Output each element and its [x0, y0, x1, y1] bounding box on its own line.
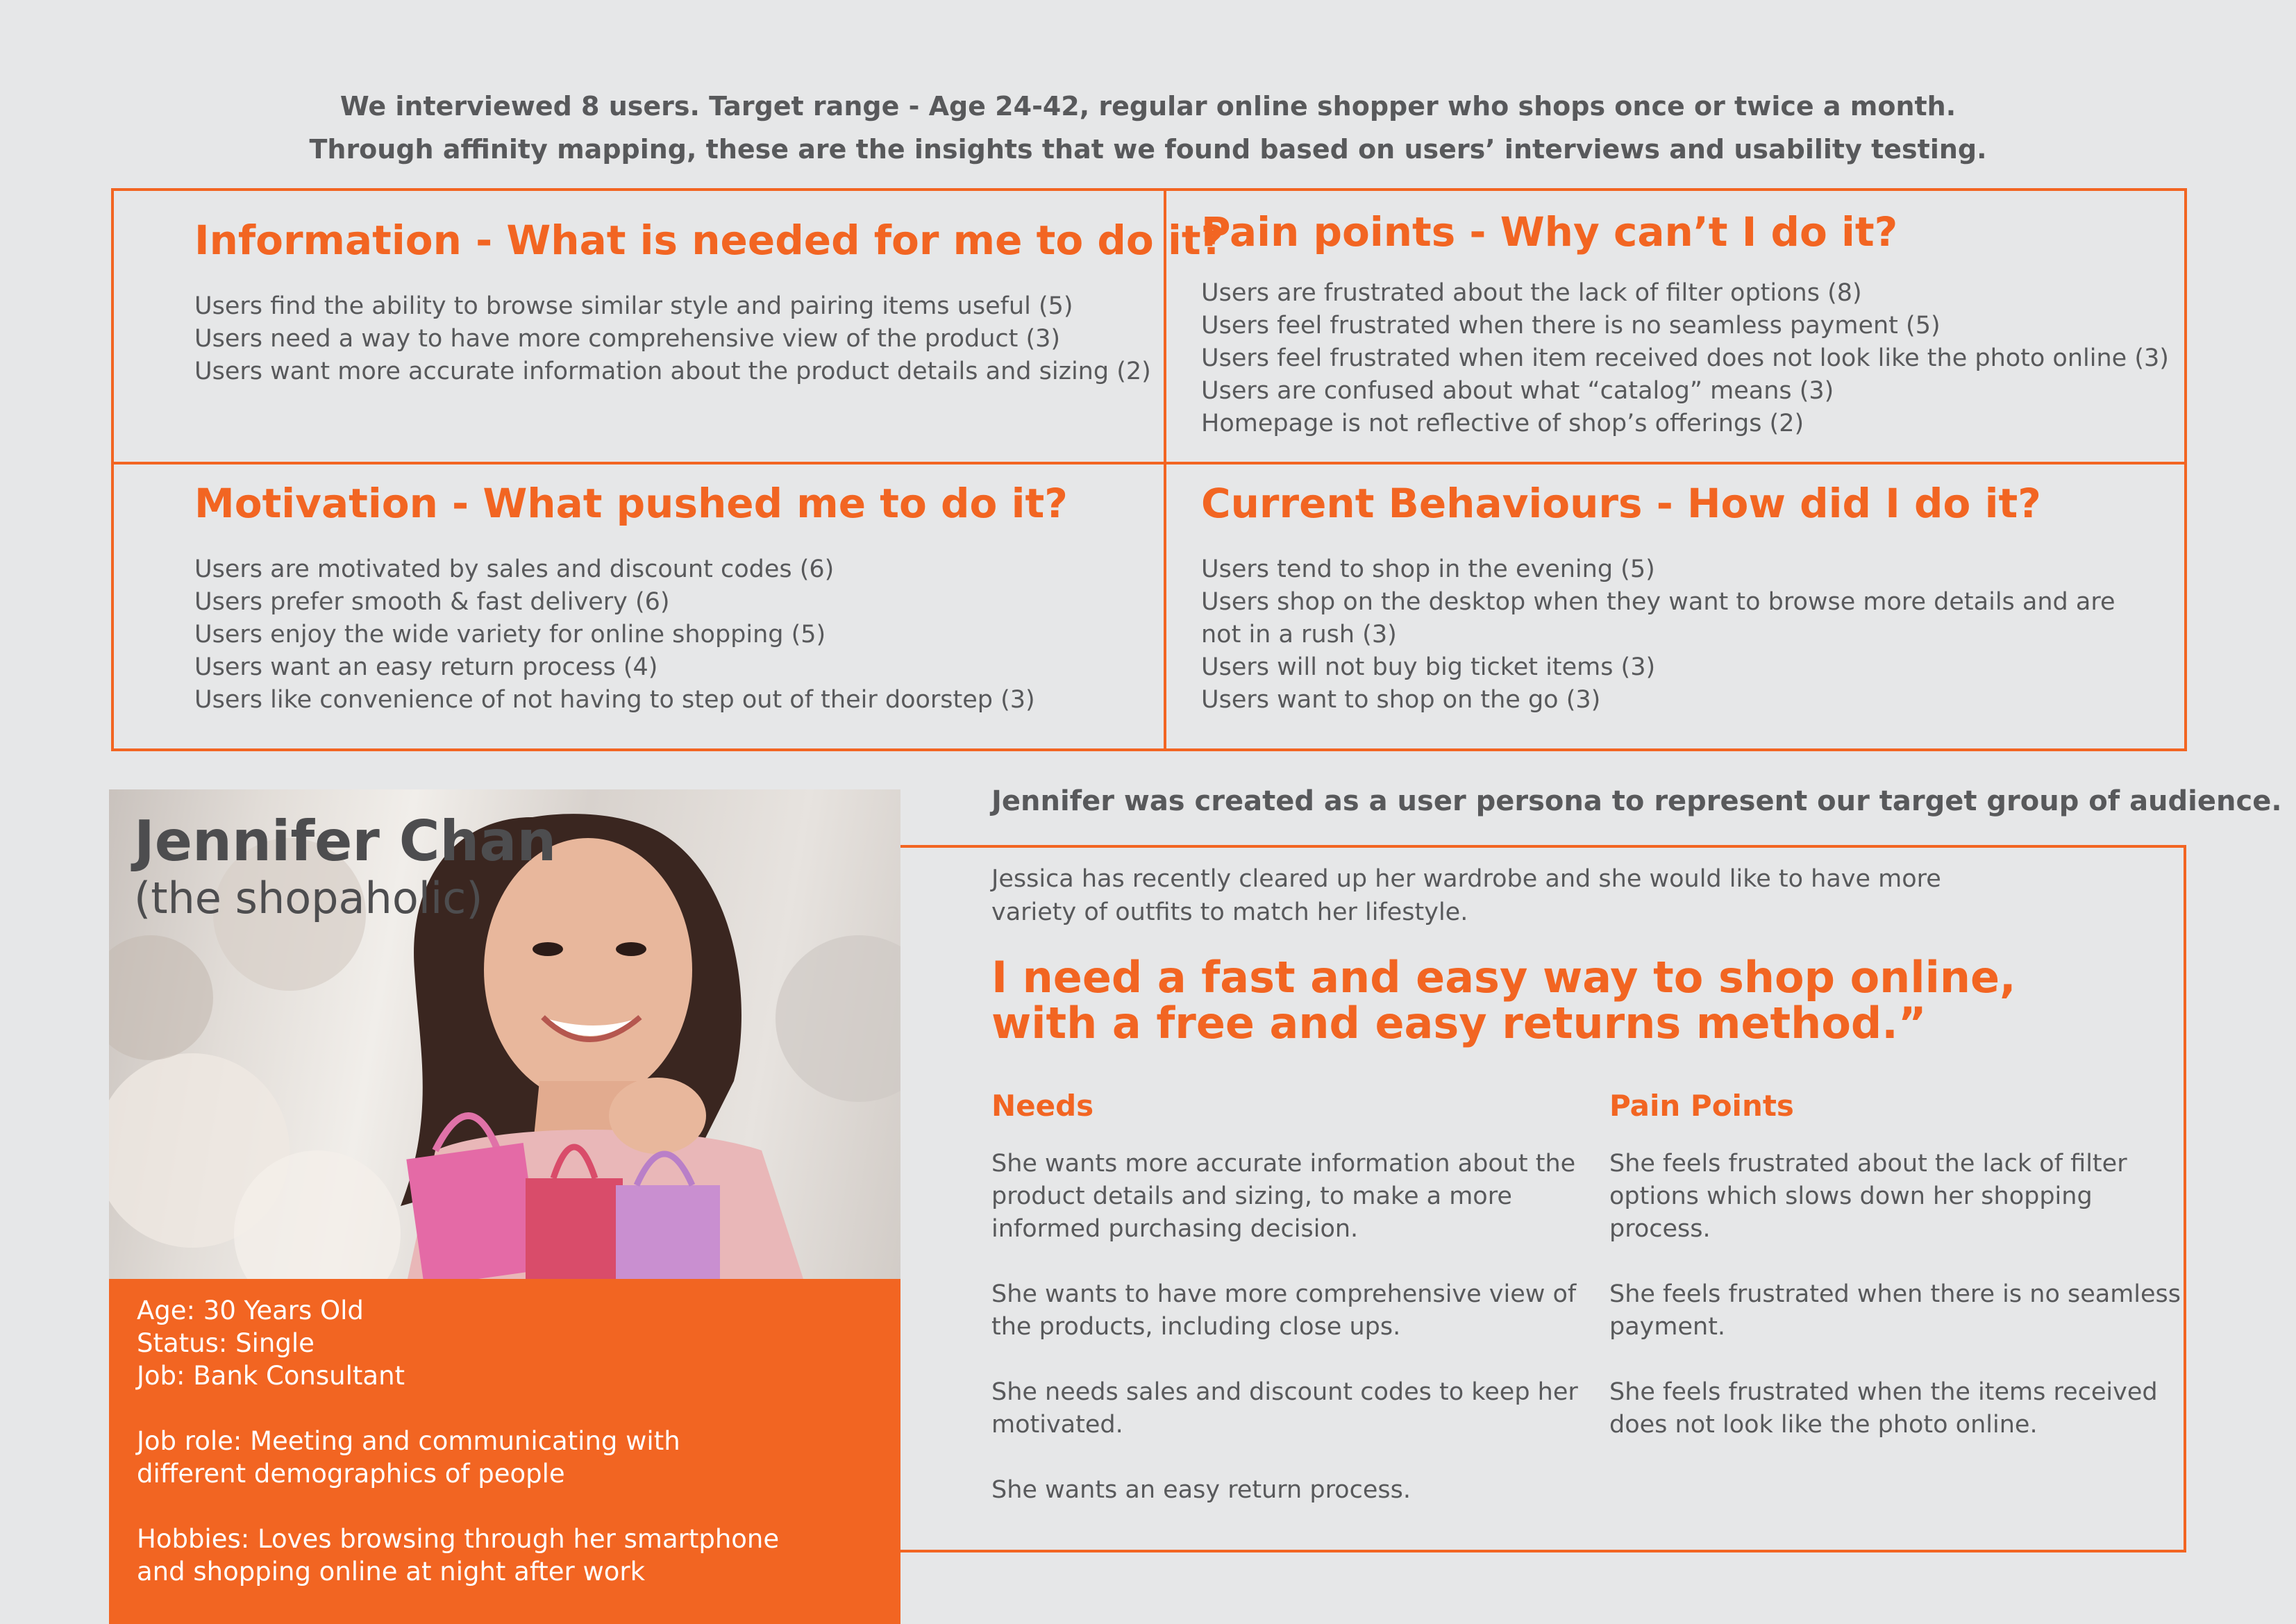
insight-list	[194, 290, 1224, 388]
persona-details-box	[109, 1279, 900, 1624]
intro-line-1: We interviewed 8 users. Target range - Age 24-42, regular online shopper who shops once or twice a month.	[340, 91, 1956, 122]
persona-needs	[991, 1089, 1582, 1539]
persona-story: Jessica has recently cleared up her wardrobe and she would like to have more variety of outfits to match her lifestyle.	[991, 865, 1941, 926]
insight-item: Users like convenience of not having to step out of their doorstep (3)	[194, 686, 1035, 714]
quadrant-pain-points	[1201, 208, 2169, 440]
need-item: She wants more accurate information about the product details and sizing, to make a more informed purchasing decision.	[991, 1150, 1576, 1243]
insight-item: Users shop on the desktop when they want to browse more details and are not in a rush (3)	[1201, 588, 2115, 648]
quadrant-motivation	[194, 479, 1068, 717]
insight-item: Users are motivated by sales and discount codes (6)	[194, 555, 835, 583]
persona-intro: Jennifer was created as a user persona to represent our target group of audience.	[991, 785, 2282, 817]
quadrant-current-behaviours	[1201, 479, 2118, 717]
quadrant-information	[194, 216, 1224, 388]
need-item: She wants an easy return process.	[991, 1476, 1411, 1504]
insight-item: Users feel frustrated when there is no seamless payment (5)	[1201, 312, 1941, 340]
insight-item: Users will not buy big ticket items (3)	[1201, 653, 1656, 681]
insight-item: Users enjoy the wide variety for online shopping (5)	[194, 621, 826, 648]
insight-item: Users feel frustrated when item received does not look like the photo online (3)	[1201, 344, 2169, 372]
insight-item: Users prefer smooth & fast delivery (6)	[194, 588, 670, 616]
insight-list	[1201, 277, 2169, 440]
grid-divider-horizontal	[114, 462, 2184, 464]
quadrant-title: Pain points - Why can’t I do it?	[1201, 208, 1898, 256]
quadrant-title: Motivation - What pushed me to do it?	[194, 480, 1068, 527]
quote-line-2: with a free and easy returns method.”	[991, 998, 1927, 1048]
persona-hobbies: Hobbies: Loves browsing through her smartphone and shopping online at night after work	[137, 1524, 780, 1587]
pain-points-title: Pain Points	[1609, 1089, 1794, 1123]
insight-item: Homepage is not reflective of shop’s offerings (2)	[1201, 410, 1804, 437]
intro-text	[0, 85, 2296, 171]
persona-job: Job: Bank Consultant	[137, 1361, 405, 1391]
insight-item: Users are confused about what “catalog” means (3)	[1201, 377, 1834, 405]
insight-item: Users find the ability to browse similar style and pairing items useful (5)	[194, 292, 1073, 320]
need-item: She needs sales and discount codes to keep her motivated.	[991, 1378, 1578, 1439]
insight-item: Users tend to shop in the evening (5)	[1201, 555, 1655, 583]
insight-item: Users want an easy return process (4)	[194, 653, 658, 681]
persona-tagline: (the shopaholic)	[134, 873, 483, 923]
pain-point-item: She feels frustrated about the lack of filter options which slows down her shopping process.	[1609, 1150, 2127, 1243]
need-item: She wants to have more comprehensive view of the products, including close ups.	[991, 1280, 1577, 1341]
insight-list	[1201, 553, 2118, 717]
quadrant-title: Current Behaviours - How did I do it?	[1201, 480, 2041, 527]
persona-photo	[109, 789, 900, 1279]
affinity-map-grid	[111, 188, 2187, 751]
needs-title: Needs	[991, 1089, 1094, 1123]
insight-item: Users are frustrated about the lack of filter options (8)	[1201, 279, 1862, 307]
quote-line-1: I need a fast and easy way to shop online,	[991, 952, 2016, 1003]
insight-list	[194, 553, 1068, 717]
persona-quote	[991, 952, 2172, 1048]
persona-job-role: Job role: Meeting and communicating with different demographics of people	[137, 1426, 680, 1489]
persona-name: Jennifer Chan	[134, 809, 557, 873]
pain-point-item: She feels frustrated when the items received does not look like the photo online.	[1609, 1378, 2158, 1439]
insight-item: Users want to shop on the go (3)	[1201, 686, 1601, 714]
persona-status: Status: Single	[137, 1328, 315, 1358]
persona-pain-points	[1609, 1089, 2199, 1474]
persona-age: Age: 30 Years Old	[137, 1296, 364, 1325]
insight-item: Users need a way to have more comprehensive view of the product (3)	[194, 325, 1061, 353]
insight-item: Users want more accurate information about the product details and sizing (2)	[194, 358, 1151, 385]
quadrant-title: Information - What is needed for me to do it?	[194, 217, 1225, 264]
intro-line-2: Through affinity mapping, these are the insights that we found based on users’ interviews and usability testing.	[309, 134, 1987, 165]
pain-point-item: She feels frustrated when there is no seamless payment.	[1609, 1280, 2181, 1341]
